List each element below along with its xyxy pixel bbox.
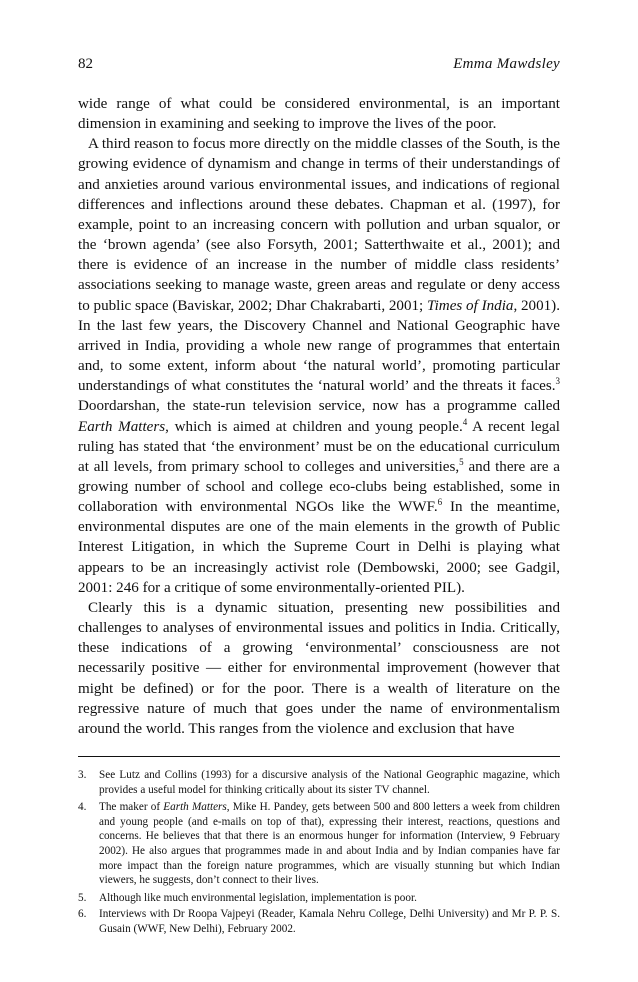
main-text [78, 94, 560, 739]
paragraph-2-text-b: , 2001). In the last few years, the Discovery Channel and National Geographic have arrived in India, providing a whole new range of programmes that entertain and, to some extent, inform about ‘the natural world’, promoting particular understandings of what constitutes the ‘natural world’ and the threats it faces. [78, 297, 560, 395]
footnote-4-post: , Mike H. Pandey, gets between 500 and 800 letters a week from children and young people (and e-mails on top of that), expressing their interest, reactions, questions and concerns. He believes that that there is an enormous hunger for information (Interview, 9 February 2002). He also argues that programmes made in and about India and by Indian companies have far more impact than the foreign nature programmes, which are visually stunning but which Indian viewers, he suggests, don’t connect to their lives. [99, 801, 561, 887]
footnote-4-pre: The maker of [99, 801, 164, 814]
page-number: 82 [78, 56, 93, 72]
footnote-ref-3: 3 [555, 376, 560, 387]
footnote-ref-5: 5 [459, 456, 464, 467]
paragraph-2-text-g: In the meantime, environmental disputes are one of the main elements in the growth of Public Interest Litigation, in which the Supreme Court in Delhi is playing what appears to be an increasingly activist role (Dembowski, 2000; see Gadgil, 2001: 246 for a critique of some environmentally-oriented PIL). [78, 499, 560, 596]
footnote-text: Interviews with Dr Roopa Vajpeyi (Reader, Kamala Nehru College, Delhi University) and Mr P. P. S. Gusain (WWF, New Delhi), February 2002. [99, 908, 560, 935]
paragraph-1: wide range of what could be considered environmental, is an important dimension in examining and seeking to improve the lives of the poor. [78, 96, 560, 133]
paragraph-3: Clearly this is a dynamic situation, presenting new possibilities and challenges to analyses of environmental issues and politics in India. Critically, these indications of a growing ‘environmental’ consciousness are not necessarily positive — either for environmental improvement (however that might be defined) or for the poor. There is a wealth of literature on the regressive nature of much that goes under the name of environmentalism around the world. This ranges from the violence and exclusion that have [78, 599, 560, 737]
paragraph-2-text-a: A third reason to focus more directly on the middle classes of the South, is the growing evidence of dynamism and change in terms of their understandings of and anxieties around various environmental issues, and indications of regional differences and inflections around these debates. Chapman et al. (1997), for example, point to an increasing concern with pollution and urban squalor, or the ‘brown agenda’ (see also Forsyth, 2001; Satterthwaite et al., 2001); and there is evidence of an increase in the number of middle class residents’ associations seeking to manage waste, green areas and regulate or deny access to public space (Baviskar, 2002; Dhar Chakrabarti, 2001; [78, 136, 561, 314]
paragraph-2-text-d: , which is aimed at children and young people. [165, 418, 463, 435]
running-head-author: Emma Mawdsley [453, 56, 560, 72]
paragraph-2 [78, 134, 560, 598]
footnote-text: See Lutz and Collins (1993) for a discursive analysis of the National Geographic magazine, which provides a useful model for thinking critically about its sister TV channel. [99, 769, 560, 796]
book-page [78, 56, 560, 940]
footnote-number: 6. [78, 908, 87, 921]
footnote-4 [78, 800, 560, 888]
footnote-text: Although like much environmental legislation, implementation is poor. [99, 891, 417, 904]
footnote-number: 4. [78, 801, 87, 814]
paragraph-2-text-f: and there are a growing number of school and college eco-clubs being established, some in collaboration with environmental NGOs like the WWF. [78, 458, 560, 516]
footnote-5 [78, 891, 560, 906]
footnote-ref-4: 4 [462, 416, 468, 427]
footnote-6 [78, 907, 560, 936]
footnote-4-title: Earth Matters [163, 801, 227, 814]
paragraph-2-text-c: Doordarshan, the state-run television service, now has a programme called [78, 398, 560, 415]
footnote-number: 5. [78, 891, 87, 904]
footnote-3 [78, 768, 560, 797]
times-of-india-title: Times of India [427, 297, 514, 314]
footnotes [78, 768, 560, 937]
earth-matters-title: Earth Matters [78, 418, 166, 435]
paragraph-2-text-e: A recent legal ruling has stated that ‘the environment’ must be on the educational curriculum at all levels, from primary school to colleges and universities, [78, 418, 560, 475]
footnote-number: 3. [78, 769, 87, 781]
footnote-divider [78, 756, 560, 757]
footnote-ref-6: 6 [437, 497, 443, 508]
footnote-text [99, 800, 560, 888]
running-header [78, 56, 560, 78]
